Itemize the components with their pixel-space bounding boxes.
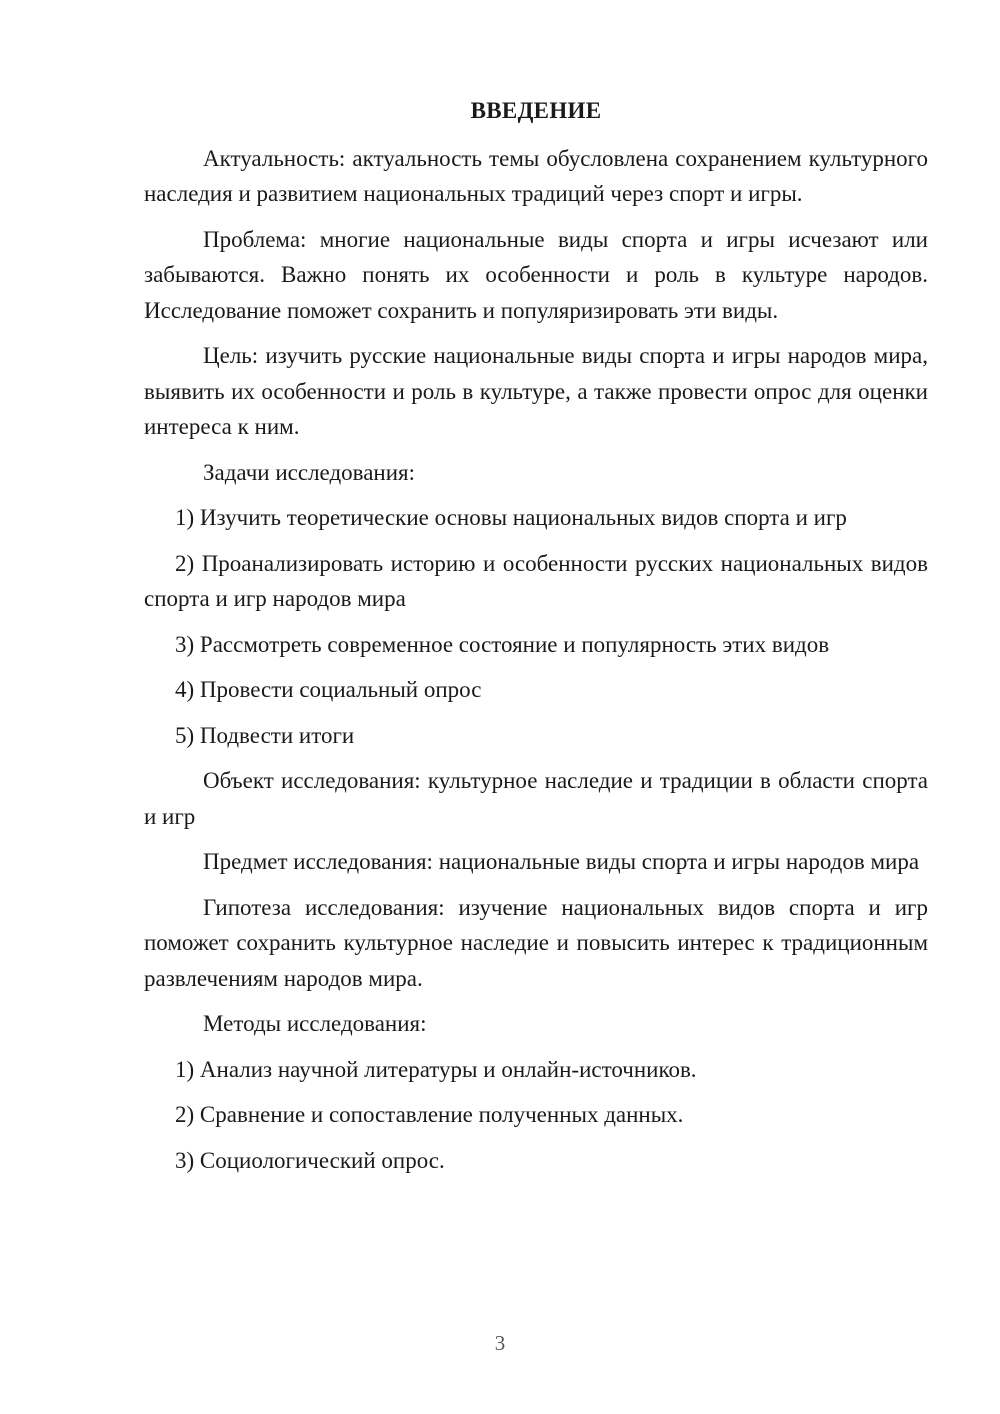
goal-paragraph: Цель: изучить русские национальные виды спорта и игры народов мира, выявить их особенности и роль в культуре, а также провести опрос для оценки интереса к ним. (144, 343, 928, 439)
task-item-3: 3) Рассмотреть современное состояние и популярность этих видов (175, 631, 830, 657)
method-item-2: 2) Сравнение и сопоставление полученных данных. (175, 1102, 684, 1127)
document-page (144, 93, 928, 1188)
task-item-5: 5) Подвести итоги (175, 722, 355, 748)
section-heading: ВВЕДЕНИЕ (470, 98, 602, 123)
task-item-2: 2) Проанализировать историю и особенности русских национальных видов спорта и игр народов мира (144, 550, 928, 611)
hypothesis-paragraph: Гипотеза исследования: изучение национальных видов спорта и игр поможет сохранить культурное наследие и повысить интерес к традиционным развлечениям народов мира. (144, 894, 928, 991)
task-item-1: 1) Изучить теоретические основы национальных видов спорта и игр (175, 505, 847, 530)
object-paragraph: Объект исследования: культурное наследие и традиции в области спорта и игр (144, 768, 928, 829)
relevance-paragraph: Актуальность: актуальность темы обусловлена сохранением культурного наследия и развитием национальных традиций через спорт и игры. (144, 145, 928, 206)
tasks-title: Задачи исследования: (203, 459, 416, 485)
problem-paragraph: Проблема: многие национальные виды спорта и игры исчезают или забываются. Важно понять их особенности и роль в культуре народов. Исследование поможет сохранить и популяризировать эти виды. (144, 226, 928, 323)
subject-paragraph: Предмет исследования: национальные виды спорта и игры народов мира (203, 849, 920, 874)
page-number: 3 (494, 1331, 506, 1355)
method-item-3: 3) Социологический опрос. (175, 1147, 445, 1173)
method-item-1: 1) Анализ научной литературы и онлайн-источников. (175, 1056, 697, 1082)
task-item-4: 4) Провести социальный опрос (175, 677, 482, 702)
methods-title: Методы исследования: (203, 1011, 427, 1036)
